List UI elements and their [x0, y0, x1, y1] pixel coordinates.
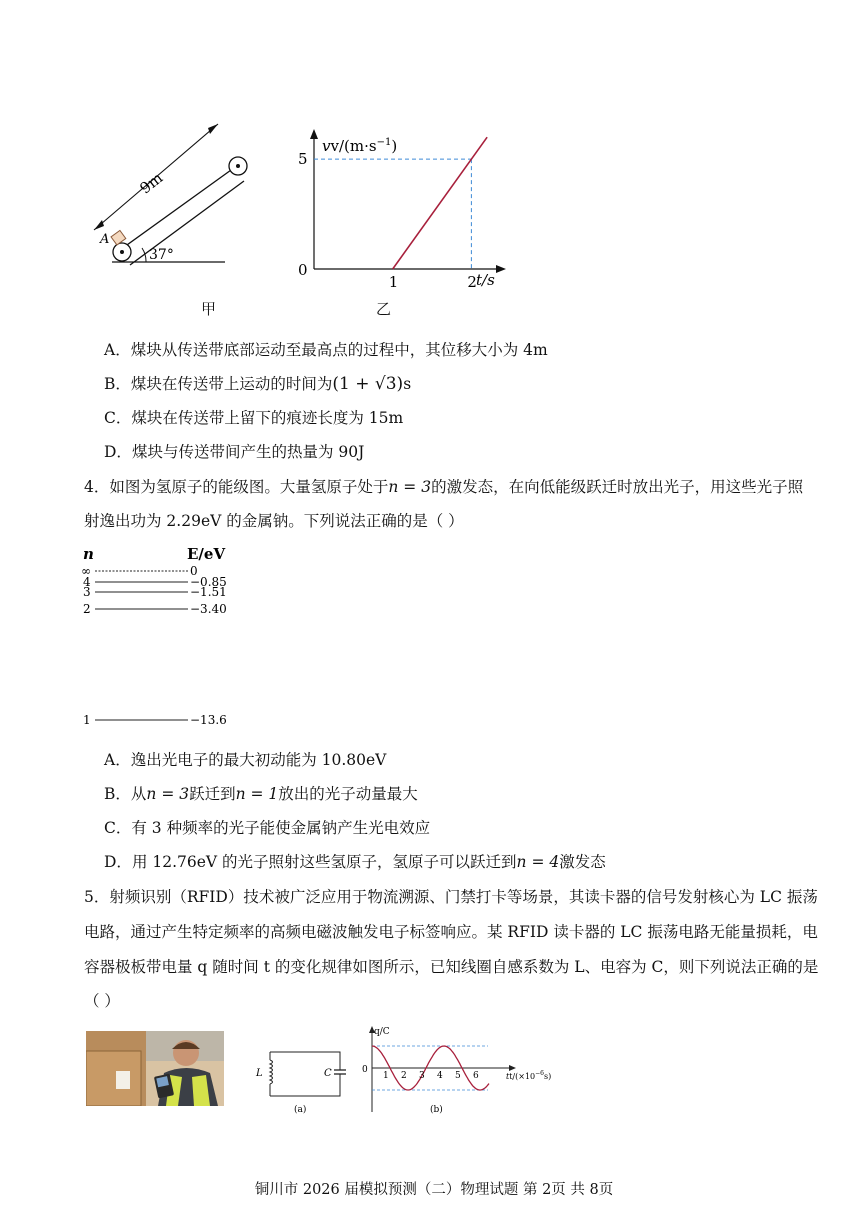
- level-3-e: −1.51: [190, 585, 227, 599]
- q4-option-b: B．从n = 3跃迁到n = 1放出的光子动量最大: [104, 785, 418, 803]
- n-header: n: [83, 545, 94, 563]
- y-axis-label: $vv/(m\cdot s^{-1})$: [322, 137, 398, 155]
- rfid-worker-photo: [86, 1031, 224, 1106]
- figure-jia-caption: 甲: [201, 300, 217, 318]
- q3-option-c: C．煤块在传送带上留下的痕迹长度为 15m: [104, 409, 404, 427]
- q4-option-d: D．用 12.76eV 的光子照射这些氢原子，氢原子可以跃迁到n = 4激发态: [104, 853, 606, 871]
- t-tick-1: 1: [383, 1071, 389, 1081]
- q5-stem-line2: 电路，通过产生特定频率的高频电磁波触发电子标签响应。某 RFID 读卡器的 LC 振荡电路无能量损耗，电: [84, 923, 818, 941]
- level-3-n: 3: [83, 585, 91, 599]
- x-axis-label: t/s: [476, 271, 495, 289]
- belt-length-label: 9m: [136, 168, 167, 198]
- belt-top-line: [120, 165, 238, 250]
- level-4-e: −0.85: [190, 575, 227, 589]
- q3-option-b: B．煤块在传送带上运动的时间为(1 + √3)s: [104, 374, 412, 394]
- x-tick-2: 2: [467, 273, 477, 291]
- q5-stem-line3: 容器极板带电量 q 随时间 t 的变化规律如图所示，已知线圈自感系数为 L、电容为 C，则下列说法正确的是: [84, 958, 819, 976]
- graph-caption: (b): [430, 1105, 443, 1115]
- x-tick-1: 1: [388, 273, 399, 291]
- q5-stem-line4: （ ）: [84, 992, 120, 1010]
- t-tick-2: 2: [401, 1071, 407, 1081]
- q3-option-a: A．煤块从传送带底部运动至最高点的过程中，其位移大小为 4m: [104, 341, 548, 359]
- energy-level-diagram: [80, 543, 240, 733]
- t-tick-4: 4: [437, 1071, 443, 1081]
- q4-stem-line2: 射逸出功为 2.29eV 的金属钠。下列说法正确的是（ ）: [84, 512, 464, 530]
- level-infinity-n: ∞: [81, 564, 91, 578]
- page-footer: 铜川市 2026 届模拟预测（二）物理试题 第 2页 共 8页: [254, 1182, 614, 1198]
- graph-origin-label: 0: [362, 1065, 368, 1075]
- energy-header: E/eV: [187, 545, 226, 563]
- circuit-caption: (a): [294, 1105, 307, 1115]
- figure-yi-caption: 乙: [376, 300, 392, 318]
- q4-stem-line1: 4．如图为氢原子的能级图。大量氢原子处于n = 3的激发态，在向低能级跃迁时放出光子，用这些光子照: [84, 478, 804, 496]
- level-2-e: −3.40: [190, 602, 227, 616]
- t-axis-label: $tt/(\times 10^{-6}s)$: [506, 1070, 552, 1081]
- origin-label: 0: [298, 261, 308, 279]
- y-tick-5: 5: [298, 150, 308, 169]
- q3-option-d: D．煤块与传送带间产生的热量为 90J: [104, 443, 365, 461]
- q-axis-label: q/C: [374, 1027, 390, 1037]
- q5-stem-line1: 5．射频识别（RFID）技术被广泛应用于物流溯源、门禁打卡等场景，其读卡器的信号发射核心为 LC 振荡: [84, 888, 818, 906]
- level-1-e: −13.6: [190, 713, 227, 727]
- conveyor-belt-figure: [80, 110, 260, 275]
- t-tick-5: 5: [455, 1071, 461, 1081]
- lc-circuit-figure: [250, 1038, 360, 1118]
- inductor-coil: [270, 1060, 273, 1084]
- q4-option-a: A．逸出光电子的最大初动能为 10.80eV: [104, 751, 387, 769]
- level-2-n: 2: [83, 602, 91, 616]
- velocity-time-chart: [290, 125, 515, 295]
- level-infinity-e: 0: [190, 564, 198, 578]
- t-tick-3: 3: [419, 1071, 425, 1081]
- inductor-label: L: [256, 1068, 263, 1079]
- point-a-label: A: [100, 232, 110, 247]
- capacitor-label: C: [324, 1068, 332, 1079]
- angle-label: 37°: [149, 247, 174, 263]
- level-1-n: 1: [83, 713, 91, 727]
- level-4-n: 4: [83, 575, 91, 589]
- charge-time-graph: [360, 1024, 560, 1120]
- velocity-series-line: [393, 137, 487, 269]
- q4-option-c: C．有 3 种频率的光子能使金属钠产生光电效应: [104, 819, 431, 837]
- t-tick-6: 6: [473, 1071, 479, 1081]
